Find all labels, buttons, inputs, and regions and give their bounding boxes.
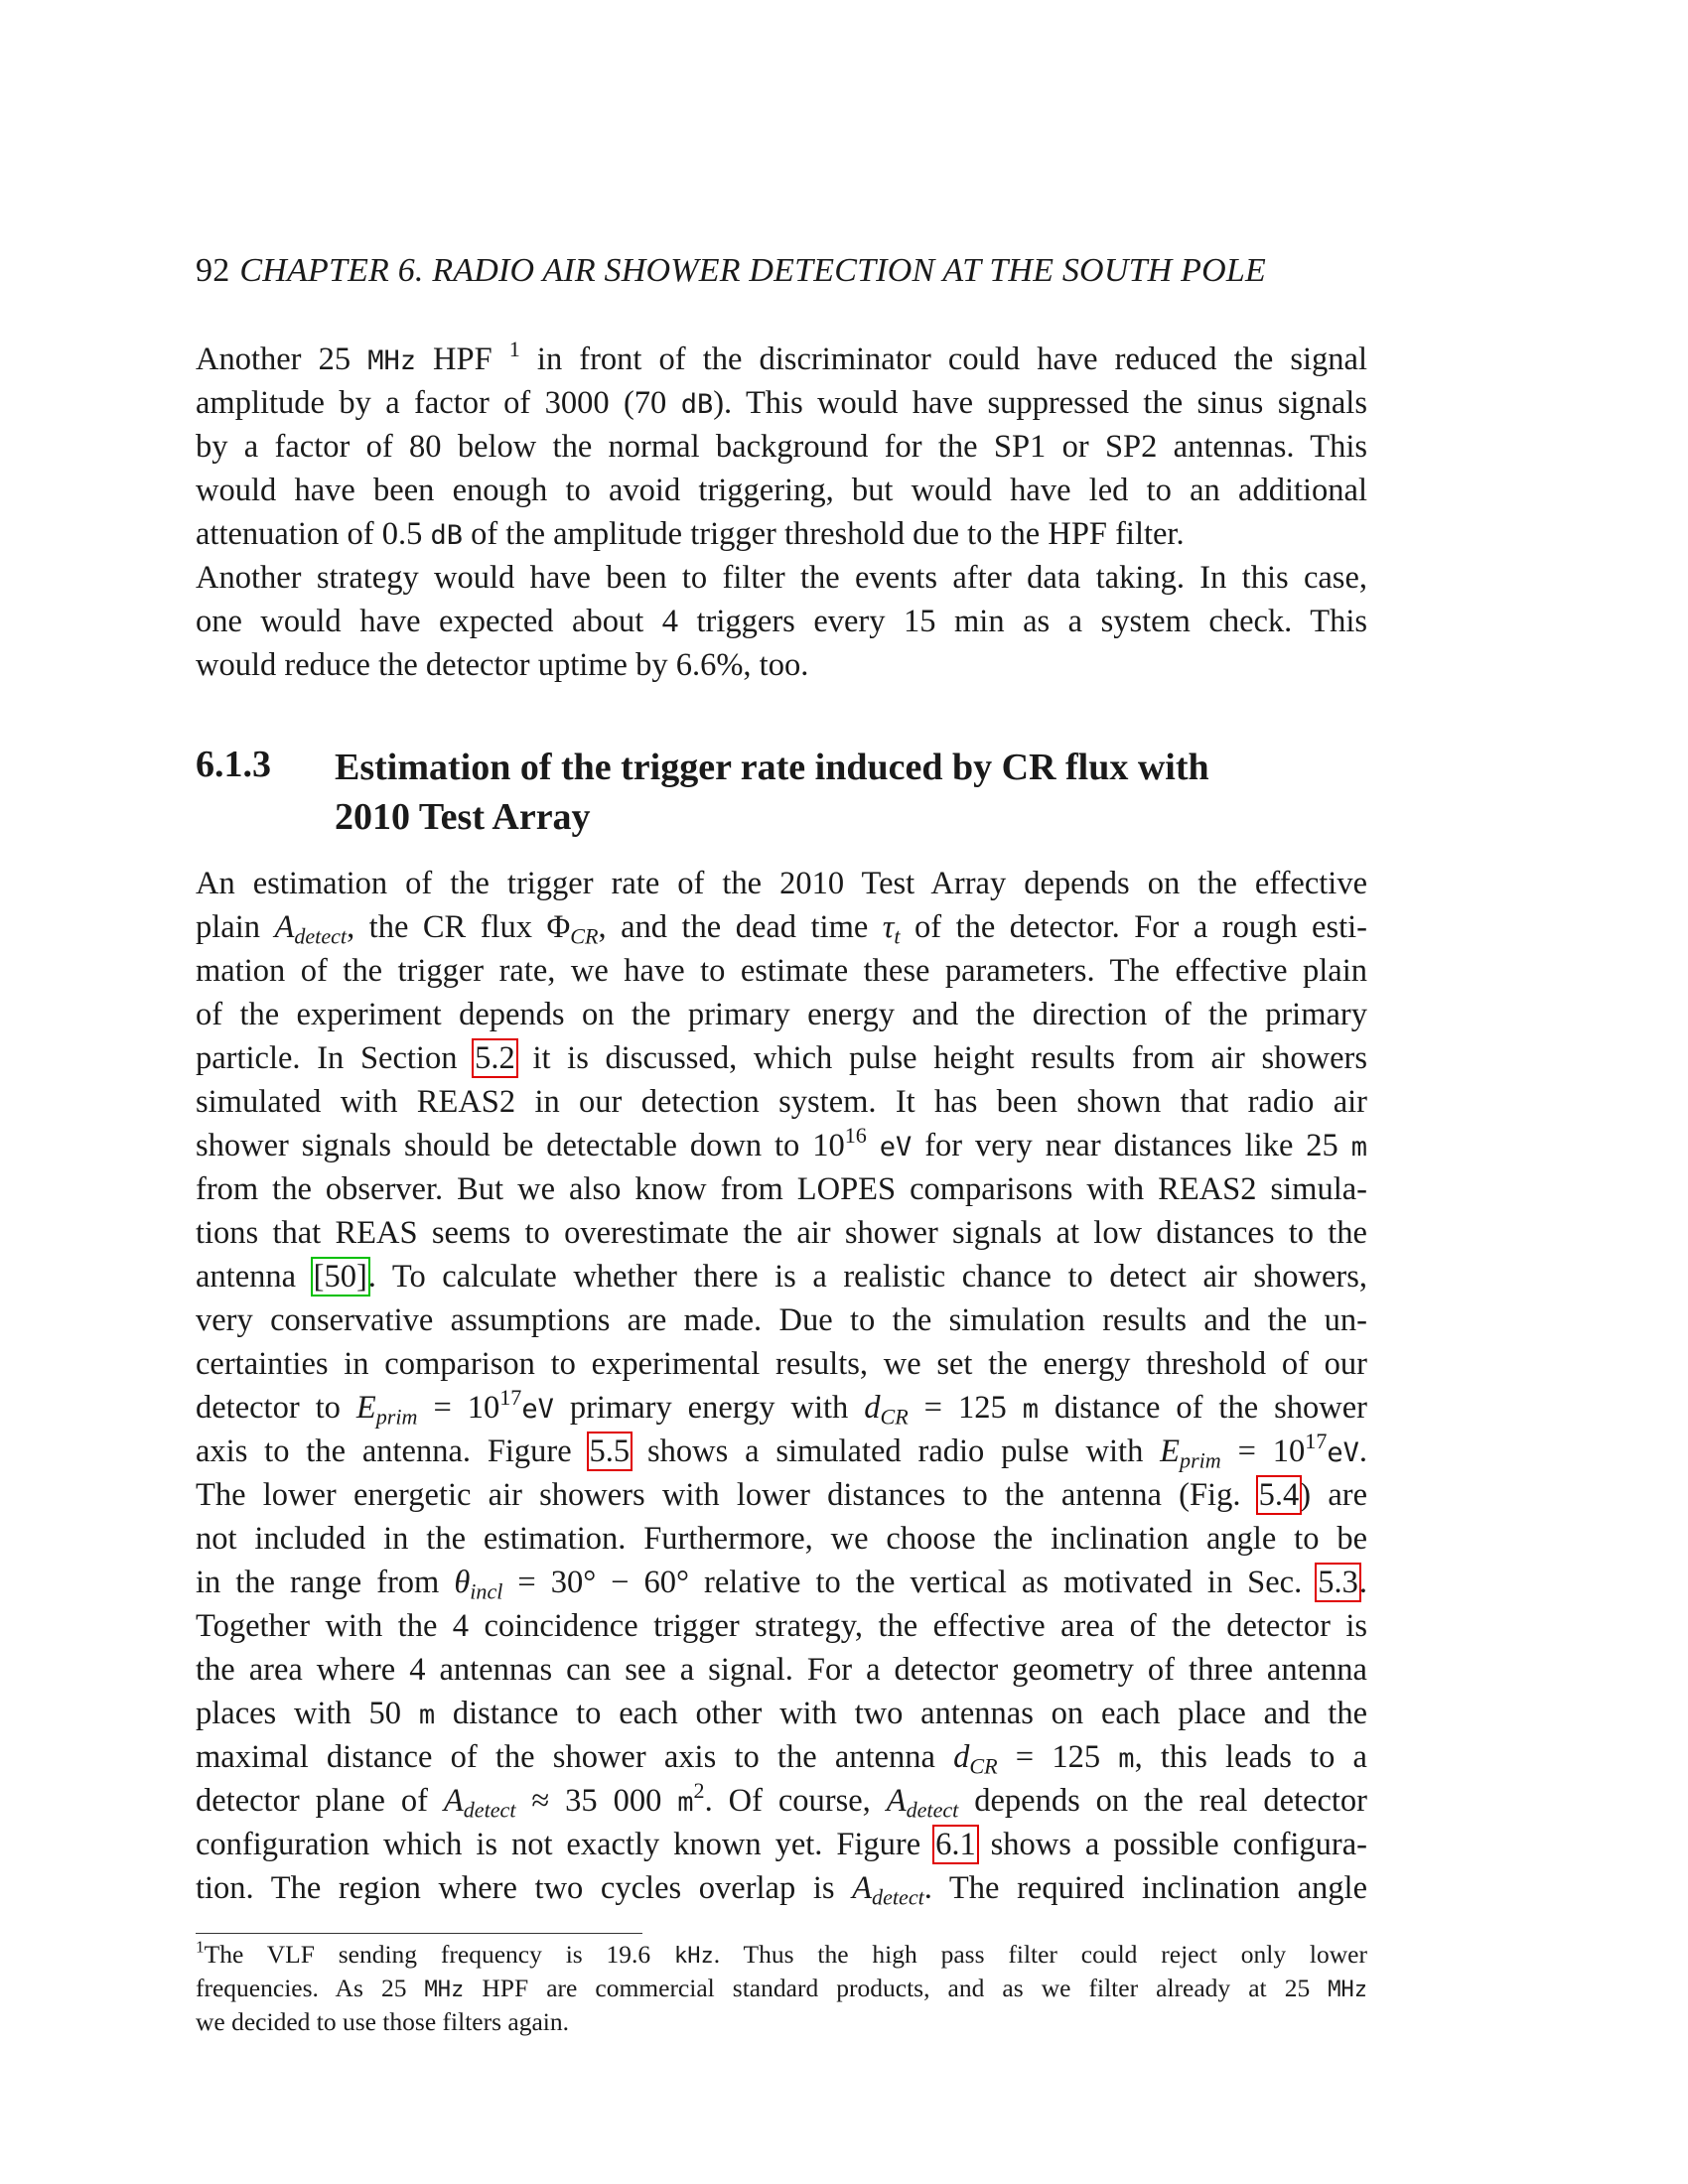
text-line: very conservative assumptions are made. Due to the simulation results and the un-	[196, 1302, 1367, 1338]
text-line: not included in the estimation. Furthermore, we choose the inclination angle to be	[196, 1521, 1367, 1557]
page-number: 92	[196, 252, 230, 289]
section-ref-link[interactable]: 5.3	[1318, 1565, 1358, 1600]
text-line: antenna [50]. To calculate whether there is a realistic chance to detect air showers,	[196, 1259, 1367, 1295]
text-line: Together with the 4 coincidence trigger strategy, the effective area of the detector is	[196, 1608, 1367, 1644]
section-ref-link[interactable]: 5.2	[475, 1040, 515, 1076]
figure-ref-link[interactable]: 5.4	[1258, 1477, 1300, 1513]
text-line: would reduce the detector uptime by 6.6%, too.	[196, 647, 809, 683]
text-line: Another 25 MHz HPF $^1$ in front of the discriminator could have reduced the signal	[196, 336, 1368, 377]
text-line: maximal distance of the shower axis to the antenna $d_{CR} = 125$ m, this leads to a	[196, 1739, 1367, 1779]
section-title-line: 2010 Test Array	[335, 796, 591, 838]
text-line: amplitude by a factor of 3000 (70 dB). This would have suppressed the sinus signals	[196, 385, 1367, 421]
footnote-line: $^1$The VLF sending frequency is 19.6 kHz. Thus the high pass filter could reject only lower	[196, 1937, 1367, 1969]
text-line: configuration which is not exactly known yet. Figure 6.1 shows a possible configura-	[196, 1827, 1368, 1862]
running-head	[196, 252, 1367, 290]
text-line: attenuation of 0.5 dB of the amplitude trigger threshold due to the HPF filter.	[196, 516, 1185, 552]
footnote	[196, 1938, 1367, 2039]
text-line: of the experiment depends on the primary energy and the direction of the primary	[196, 997, 1367, 1032]
citation-link[interactable]: [50]	[313, 1259, 367, 1295]
text-line: plain $A_{detect}$, the CR flux $\Phi_{CR}$, and the dead time $\tau_t$ of the detector. For a rough esti-	[196, 909, 1367, 949]
section-number: 6.1.3	[196, 744, 271, 785]
text-line: tions that REAS seems to overestimate the air shower signals at low distances to the	[196, 1215, 1367, 1251]
footnote-line: frequencies. As 25 MHz HPF are commercial standard products, and as we filter already at 25 MHz	[196, 1974, 1368, 2002]
text-line: tion. The region where two cycles overlap is $A_{detect}$. The required inclination angle	[196, 1870, 1367, 1910]
text-line: simulated with REAS2 in our detection system. It has been shown that radio air	[196, 1084, 1367, 1120]
text-line: shower signals should be detectable down to $10^{16}$ eV for very near distances like 25 m	[196, 1122, 1367, 1163]
text-line: the area where 4 antennas can see a signal. For a detector geometry of three antenna	[196, 1652, 1367, 1688]
text-line: from the observer. But we also know from LOPES comparisons with REAS2 simula-	[196, 1171, 1367, 1207]
text-line: one would have expected about 4 triggers every 15 min as a system check. This	[196, 604, 1367, 639]
section-title	[335, 743, 1367, 842]
paragraph-hpf	[196, 338, 1367, 687]
footnote-mark: 1	[196, 1937, 205, 1957]
text-line: certainties in comparison to experimental results, we set the energy threshold of our	[196, 1346, 1367, 1382]
text-line: detector plane of $A_{detect} \approx 35$ 000 $m^2$. Of course, $A_{detect}$ depends on the real detector	[196, 1777, 1367, 1823]
text-line: detector to $E_{prim} = 10^{17}eV$ primary energy with $d_{CR} = 125$ m distance of the shower	[196, 1384, 1367, 1430]
text-line: places with 50 m distance to each other with two antennas on each place and the	[196, 1696, 1368, 1731]
footnote-rule	[196, 1933, 642, 1934]
section-title-line: Estimation of the trigger rate induced by CR flux with	[335, 747, 1209, 788]
figure-ref-link[interactable]: 6.1	[935, 1827, 976, 1862]
text-line: mation of the trigger rate, we have to estimate these parameters. The effective plain	[196, 953, 1367, 989]
text-line: The lower energetic air showers with lower distances to the antenna (Fig. 5.4) are	[196, 1477, 1367, 1513]
footnote-line: we decided to use those filters again.	[196, 2007, 570, 2036]
text-line: would have been enough to avoid triggering, but would have led to an additional	[196, 473, 1367, 508]
figure-ref-link[interactable]: 5.5	[589, 1433, 631, 1469]
text-line: An estimation of the trigger rate of the 2010 Test Array depends on the effective	[196, 866, 1367, 901]
text-line: Another strategy would have been to filter the events after data taking. In this case,	[196, 560, 1367, 596]
text-line: axis to the antenna. Figure 5.5 shows a simulated radio pulse with $E_{prim} = 10^{17}eV$.	[196, 1428, 1367, 1473]
text-line: in the range from $\theta_{incl} = 30^\circ - 60^\circ$ relative to the vertical as motivated in Sec. 5.3.	[196, 1565, 1367, 1604]
paragraph-trigger-rate	[196, 862, 1367, 1910]
text-line: particle. In Section 5.2 it is discussed, which pulse height results from air showers	[196, 1040, 1367, 1076]
text-line: by a factor of 80 below the normal background for the SP1 or SP2 antennas. This	[196, 429, 1367, 465]
chapter-title: CHAPTER 6. RADIO AIR SHOWER DETECTION AT THE SOUTH POLE	[239, 252, 1266, 289]
